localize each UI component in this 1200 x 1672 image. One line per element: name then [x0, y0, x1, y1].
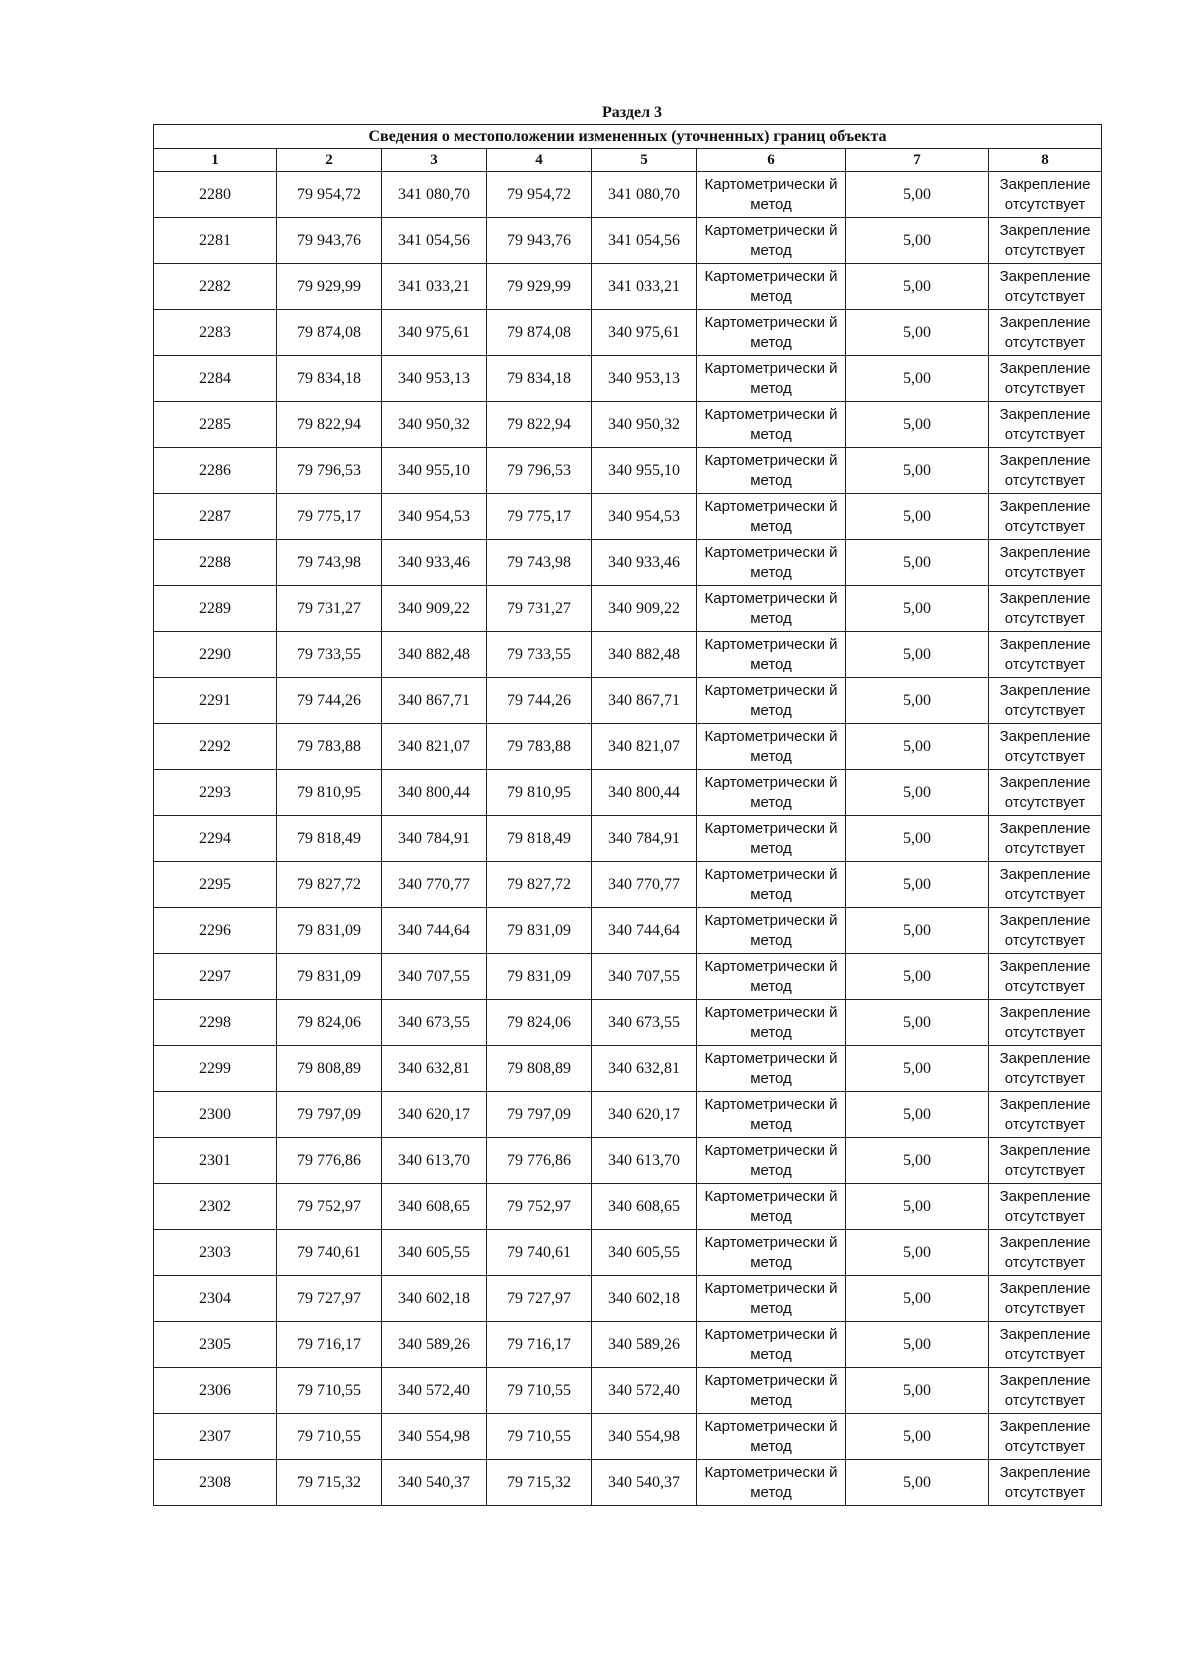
- y-old-cell: 340 589,26: [382, 1322, 487, 1368]
- x-old-cell: 79 710,55: [277, 1368, 382, 1414]
- x-new-cell: 79 874,08: [487, 310, 592, 356]
- table-row: [154, 1368, 1102, 1414]
- method-cell: Картометрически й метод: [697, 586, 846, 632]
- point-number-cell: 2294: [154, 816, 277, 862]
- fixing-cell: Закрепление отсутствует: [989, 540, 1102, 586]
- x-new-cell: 79 727,97: [487, 1276, 592, 1322]
- x-old-cell: 79 715,32: [277, 1460, 382, 1506]
- x-old-cell: 79 834,18: [277, 356, 382, 402]
- y-new-cell: 340 632,81: [592, 1046, 697, 1092]
- y-old-cell: 340 867,71: [382, 678, 487, 724]
- x-new-cell: 79 827,72: [487, 862, 592, 908]
- y-new-cell: 340 955,10: [592, 448, 697, 494]
- column-number: 2: [277, 149, 382, 172]
- table-row: [154, 356, 1102, 402]
- fixing-cell: Закрепление отсутствует: [989, 356, 1102, 402]
- table-row: [154, 1046, 1102, 1092]
- table-row: [154, 908, 1102, 954]
- point-number-cell: 2296: [154, 908, 277, 954]
- x-new-cell: 79 731,27: [487, 586, 592, 632]
- fixing-cell: Закрепление отсутствует: [989, 1322, 1102, 1368]
- point-number-cell: 2300: [154, 1092, 277, 1138]
- y-new-cell: 340 744,64: [592, 908, 697, 954]
- fixing-cell: Закрепление отсутствует: [989, 724, 1102, 770]
- table-row: [154, 310, 1102, 356]
- method-cell: Картометрически й метод: [697, 770, 846, 816]
- x-new-cell: 79 783,88: [487, 724, 592, 770]
- y-new-cell: 340 867,71: [592, 678, 697, 724]
- column-number: 4: [487, 149, 592, 172]
- method-cell: Картометрически й метод: [697, 1046, 846, 1092]
- x-old-cell: 79 808,89: [277, 1046, 382, 1092]
- accuracy-cell: 5,00: [846, 172, 989, 218]
- fixing-cell: Закрепление отсутствует: [989, 172, 1102, 218]
- accuracy-cell: 5,00: [846, 724, 989, 770]
- y-old-cell: 340 953,13: [382, 356, 487, 402]
- y-old-cell: 340 632,81: [382, 1046, 487, 1092]
- y-old-cell: 340 950,32: [382, 402, 487, 448]
- x-new-cell: 79 744,26: [487, 678, 592, 724]
- y-new-cell: 340 770,77: [592, 862, 697, 908]
- method-cell: Картометрически й метод: [697, 1000, 846, 1046]
- x-old-cell: 79 727,97: [277, 1276, 382, 1322]
- table-row: [154, 1230, 1102, 1276]
- x-old-cell: 79 710,55: [277, 1414, 382, 1460]
- y-old-cell: 340 933,46: [382, 540, 487, 586]
- x-new-cell: 79 740,61: [487, 1230, 592, 1276]
- fixing-cell: Закрепление отсутствует: [989, 816, 1102, 862]
- table-row: [154, 678, 1102, 724]
- accuracy-cell: 5,00: [846, 310, 989, 356]
- y-old-cell: 340 608,65: [382, 1184, 487, 1230]
- point-number-cell: 2280: [154, 172, 277, 218]
- y-old-cell: 340 620,17: [382, 1092, 487, 1138]
- point-number-cell: 2284: [154, 356, 277, 402]
- point-number-cell: 2297: [154, 954, 277, 1000]
- fixing-cell: Закрепление отсутствует: [989, 770, 1102, 816]
- y-new-cell: 341 033,21: [592, 264, 697, 310]
- fixing-cell: Закрепление отсутствует: [989, 1184, 1102, 1230]
- x-new-cell: 79 710,55: [487, 1368, 592, 1414]
- table-row: [154, 264, 1102, 310]
- x-old-cell: 79 954,72: [277, 172, 382, 218]
- x-old-cell: 79 929,99: [277, 264, 382, 310]
- accuracy-cell: 5,00: [846, 862, 989, 908]
- x-old-cell: 79 822,94: [277, 402, 382, 448]
- x-old-cell: 79 810,95: [277, 770, 382, 816]
- point-number-cell: 2306: [154, 1368, 277, 1414]
- fixing-cell: Закрепление отсутствует: [989, 1414, 1102, 1460]
- point-number-cell: 2289: [154, 586, 277, 632]
- method-cell: Картометрически й метод: [697, 908, 846, 954]
- table-row: [154, 770, 1102, 816]
- x-new-cell: 79 929,99: [487, 264, 592, 310]
- x-new-cell: 79 824,06: [487, 1000, 592, 1046]
- method-cell: Картометрически й метод: [697, 310, 846, 356]
- table-row: [154, 172, 1102, 218]
- method-cell: Картометрически й метод: [697, 1184, 846, 1230]
- accuracy-cell: 5,00: [846, 632, 989, 678]
- y-new-cell: 340 605,55: [592, 1230, 697, 1276]
- y-old-cell: 340 554,98: [382, 1414, 487, 1460]
- point-number-cell: 2308: [154, 1460, 277, 1506]
- y-old-cell: 340 954,53: [382, 494, 487, 540]
- table-row: [154, 586, 1102, 632]
- x-new-cell: 79 743,98: [487, 540, 592, 586]
- x-old-cell: 79 874,08: [277, 310, 382, 356]
- column-number: 6: [697, 149, 846, 172]
- y-old-cell: 340 605,55: [382, 1230, 487, 1276]
- point-number-cell: 2303: [154, 1230, 277, 1276]
- x-new-cell: 79 954,72: [487, 172, 592, 218]
- fixing-cell: Закрепление отсутствует: [989, 1276, 1102, 1322]
- point-number-cell: 2304: [154, 1276, 277, 1322]
- y-old-cell: 340 882,48: [382, 632, 487, 678]
- x-new-cell: 79 831,09: [487, 954, 592, 1000]
- y-old-cell: 341 080,70: [382, 172, 487, 218]
- fixing-cell: Закрепление отсутствует: [989, 1368, 1102, 1414]
- method-cell: Картометрически й метод: [697, 1092, 846, 1138]
- x-old-cell: 79 731,27: [277, 586, 382, 632]
- y-old-cell: 340 821,07: [382, 724, 487, 770]
- accuracy-cell: 5,00: [846, 678, 989, 724]
- y-new-cell: 340 613,70: [592, 1138, 697, 1184]
- x-old-cell: 79 943,76: [277, 218, 382, 264]
- accuracy-cell: 5,00: [846, 1092, 989, 1138]
- table-caption: Сведения о местоположении измененных (уточненных) границ объекта: [154, 125, 1102, 149]
- point-number-cell: 2286: [154, 448, 277, 494]
- point-number-cell: 2307: [154, 1414, 277, 1460]
- y-new-cell: 341 054,56: [592, 218, 697, 264]
- method-cell: Картометрически й метод: [697, 1368, 846, 1414]
- table-row: [154, 862, 1102, 908]
- point-number-cell: 2285: [154, 402, 277, 448]
- x-new-cell: 79 775,17: [487, 494, 592, 540]
- x-new-cell: 79 810,95: [487, 770, 592, 816]
- y-new-cell: 340 800,44: [592, 770, 697, 816]
- accuracy-cell: 5,00: [846, 1000, 989, 1046]
- method-cell: Картометрически й метод: [697, 1138, 846, 1184]
- y-new-cell: 340 882,48: [592, 632, 697, 678]
- accuracy-cell: 5,00: [846, 954, 989, 1000]
- fixing-cell: Закрепление отсутствует: [989, 678, 1102, 724]
- point-number-cell: 2290: [154, 632, 277, 678]
- x-new-cell: 79 752,97: [487, 1184, 592, 1230]
- x-new-cell: 79 818,49: [487, 816, 592, 862]
- method-cell: Картометрически й метод: [697, 402, 846, 448]
- method-cell: Картометрически й метод: [697, 448, 846, 494]
- method-cell: Картометрически й метод: [697, 494, 846, 540]
- boundary-coordinates-table: [153, 124, 1102, 1506]
- column-number: 3: [382, 149, 487, 172]
- y-old-cell: 340 613,70: [382, 1138, 487, 1184]
- fixing-cell: Закрепление отсутствует: [989, 1138, 1102, 1184]
- x-new-cell: 79 733,55: [487, 632, 592, 678]
- y-old-cell: 341 054,56: [382, 218, 487, 264]
- y-old-cell: 340 955,10: [382, 448, 487, 494]
- method-cell: Картометрически й метод: [697, 724, 846, 770]
- point-number-cell: 2283: [154, 310, 277, 356]
- x-old-cell: 79 740,61: [277, 1230, 382, 1276]
- x-new-cell: 79 710,55: [487, 1414, 592, 1460]
- accuracy-cell: 5,00: [846, 1322, 989, 1368]
- x-old-cell: 79 797,09: [277, 1092, 382, 1138]
- x-old-cell: 79 744,26: [277, 678, 382, 724]
- accuracy-cell: 5,00: [846, 586, 989, 632]
- point-number-cell: 2292: [154, 724, 277, 770]
- y-new-cell: 340 608,65: [592, 1184, 697, 1230]
- point-number-cell: 2298: [154, 1000, 277, 1046]
- fixing-cell: Закрепление отсутствует: [989, 1046, 1102, 1092]
- method-cell: Картометрически й метод: [697, 816, 846, 862]
- table-row: [154, 218, 1102, 264]
- x-old-cell: 79 827,72: [277, 862, 382, 908]
- method-cell: Картометрически й метод: [697, 632, 846, 678]
- y-new-cell: 340 784,91: [592, 816, 697, 862]
- table-row: [154, 1184, 1102, 1230]
- point-number-cell: 2295: [154, 862, 277, 908]
- section-title: Раздел 3: [601, 104, 663, 121]
- y-new-cell: 340 821,07: [592, 724, 697, 770]
- table-body: [154, 172, 1102, 1506]
- method-cell: Картометрически й метод: [697, 1322, 846, 1368]
- accuracy-cell: 5,00: [846, 1046, 989, 1092]
- point-number-cell: 2281: [154, 218, 277, 264]
- method-cell: Картометрически й метод: [697, 678, 846, 724]
- column-number: 5: [592, 149, 697, 172]
- accuracy-cell: 5,00: [846, 264, 989, 310]
- table-row: [154, 1460, 1102, 1506]
- table-row: [154, 448, 1102, 494]
- x-old-cell: 79 743,98: [277, 540, 382, 586]
- column-number: 8: [989, 149, 1102, 172]
- y-new-cell: 340 620,17: [592, 1092, 697, 1138]
- table-row: [154, 816, 1102, 862]
- column-number: 7: [846, 149, 989, 172]
- column-number: 1: [154, 149, 277, 172]
- y-new-cell: 340 953,13: [592, 356, 697, 402]
- y-old-cell: 340 770,77: [382, 862, 487, 908]
- accuracy-cell: 5,00: [846, 770, 989, 816]
- point-number-cell: 2301: [154, 1138, 277, 1184]
- method-cell: Картометрически й метод: [697, 862, 846, 908]
- accuracy-cell: 5,00: [846, 356, 989, 402]
- fixing-cell: Закрепление отсутствует: [989, 954, 1102, 1000]
- y-new-cell: 341 080,70: [592, 172, 697, 218]
- x-new-cell: 79 776,86: [487, 1138, 592, 1184]
- fixing-cell: Закрепление отсутствует: [989, 862, 1102, 908]
- x-old-cell: 79 783,88: [277, 724, 382, 770]
- y-new-cell: 340 540,37: [592, 1460, 697, 1506]
- fixing-cell: Закрепление отсутствует: [989, 1460, 1102, 1506]
- fixing-cell: Закрепление отсутствует: [989, 494, 1102, 540]
- table-row: [154, 632, 1102, 678]
- accuracy-cell: 5,00: [846, 218, 989, 264]
- y-new-cell: 340 589,26: [592, 1322, 697, 1368]
- column-number-row: [154, 149, 1102, 172]
- x-old-cell: 79 818,49: [277, 816, 382, 862]
- y-old-cell: 340 909,22: [382, 586, 487, 632]
- accuracy-cell: 5,00: [846, 540, 989, 586]
- x-old-cell: 79 796,53: [277, 448, 382, 494]
- y-old-cell: 340 602,18: [382, 1276, 487, 1322]
- method-cell: Картометрически й метод: [697, 1414, 846, 1460]
- x-new-cell: 79 831,09: [487, 908, 592, 954]
- table-row: [154, 402, 1102, 448]
- table-row: [154, 954, 1102, 1000]
- x-old-cell: 79 824,06: [277, 1000, 382, 1046]
- table-row: [154, 1092, 1102, 1138]
- point-number-cell: 2299: [154, 1046, 277, 1092]
- x-old-cell: 79 752,97: [277, 1184, 382, 1230]
- y-new-cell: 340 954,53: [592, 494, 697, 540]
- point-number-cell: 2282: [154, 264, 277, 310]
- x-old-cell: 79 775,17: [277, 494, 382, 540]
- method-cell: Картометрически й метод: [697, 172, 846, 218]
- y-old-cell: 340 975,61: [382, 310, 487, 356]
- x-new-cell: 79 822,94: [487, 402, 592, 448]
- x-old-cell: 79 831,09: [277, 954, 382, 1000]
- y-new-cell: 340 673,55: [592, 1000, 697, 1046]
- point-number-cell: 2291: [154, 678, 277, 724]
- y-new-cell: 340 707,55: [592, 954, 697, 1000]
- fixing-cell: Закрепление отсутствует: [989, 310, 1102, 356]
- accuracy-cell: 5,00: [846, 816, 989, 862]
- table-row: [154, 1414, 1102, 1460]
- method-cell: Картометрически й метод: [697, 264, 846, 310]
- accuracy-cell: 5,00: [846, 494, 989, 540]
- table-row: [154, 1322, 1102, 1368]
- accuracy-cell: 5,00: [846, 1138, 989, 1184]
- y-old-cell: 340 707,55: [382, 954, 487, 1000]
- table-row: [154, 1000, 1102, 1046]
- method-cell: Картометрически й метод: [697, 540, 846, 586]
- accuracy-cell: 5,00: [846, 1276, 989, 1322]
- fixing-cell: Закрепление отсутствует: [989, 264, 1102, 310]
- accuracy-cell: 5,00: [846, 402, 989, 448]
- method-cell: Картометрически й метод: [697, 1460, 846, 1506]
- x-new-cell: 79 808,89: [487, 1046, 592, 1092]
- point-number-cell: 2293: [154, 770, 277, 816]
- table-row: [154, 1138, 1102, 1184]
- fixing-cell: Закрепление отсутствует: [989, 1230, 1102, 1276]
- fixing-cell: Закрепление отсутствует: [989, 1092, 1102, 1138]
- x-new-cell: 79 716,17: [487, 1322, 592, 1368]
- accuracy-cell: 5,00: [846, 1368, 989, 1414]
- table-row: [154, 724, 1102, 770]
- accuracy-cell: 5,00: [846, 1230, 989, 1276]
- point-number-cell: 2302: [154, 1184, 277, 1230]
- fixing-cell: Закрепление отсутствует: [989, 402, 1102, 448]
- method-cell: Картометрически й метод: [697, 356, 846, 402]
- point-number-cell: 2305: [154, 1322, 277, 1368]
- x-new-cell: 79 797,09: [487, 1092, 592, 1138]
- caption-row: [154, 125, 1102, 149]
- method-cell: Картометрически й метод: [697, 954, 846, 1000]
- x-new-cell: 79 834,18: [487, 356, 592, 402]
- fixing-cell: Закрепление отсутствует: [989, 1000, 1102, 1046]
- y-new-cell: 340 572,40: [592, 1368, 697, 1414]
- method-cell: Картометрически й метод: [697, 1276, 846, 1322]
- y-old-cell: 340 540,37: [382, 1460, 487, 1506]
- x-new-cell: 79 796,53: [487, 448, 592, 494]
- y-new-cell: 340 554,98: [592, 1414, 697, 1460]
- y-old-cell: 340 800,44: [382, 770, 487, 816]
- y-new-cell: 340 950,32: [592, 402, 697, 448]
- accuracy-cell: 5,00: [846, 1460, 989, 1506]
- method-cell: Картометрически й метод: [697, 218, 846, 264]
- y-old-cell: 340 784,91: [382, 816, 487, 862]
- fixing-cell: Закрепление отсутствует: [989, 586, 1102, 632]
- table-row: [154, 1276, 1102, 1322]
- accuracy-cell: 5,00: [846, 448, 989, 494]
- fixing-cell: Закрепление отсутствует: [989, 218, 1102, 264]
- point-number-cell: 2288: [154, 540, 277, 586]
- accuracy-cell: 5,00: [846, 1414, 989, 1460]
- y-new-cell: 340 602,18: [592, 1276, 697, 1322]
- accuracy-cell: 5,00: [846, 908, 989, 954]
- x-new-cell: 79 943,76: [487, 218, 592, 264]
- x-old-cell: 79 733,55: [277, 632, 382, 678]
- y-old-cell: 340 744,64: [382, 908, 487, 954]
- x-old-cell: 79 716,17: [277, 1322, 382, 1368]
- x-old-cell: 79 776,86: [277, 1138, 382, 1184]
- y-old-cell: 340 673,55: [382, 1000, 487, 1046]
- table-row: [154, 494, 1102, 540]
- fixing-cell: Закрепление отсутствует: [989, 448, 1102, 494]
- y-old-cell: 340 572,40: [382, 1368, 487, 1414]
- method-cell: Картометрически й метод: [697, 1230, 846, 1276]
- y-new-cell: 340 975,61: [592, 310, 697, 356]
- y-new-cell: 340 933,46: [592, 540, 697, 586]
- table-row: [154, 540, 1102, 586]
- accuracy-cell: 5,00: [846, 1184, 989, 1230]
- y-new-cell: 340 909,22: [592, 586, 697, 632]
- x-old-cell: 79 831,09: [277, 908, 382, 954]
- x-new-cell: 79 715,32: [487, 1460, 592, 1506]
- point-number-cell: 2287: [154, 494, 277, 540]
- fixing-cell: Закрепление отсутствует: [989, 632, 1102, 678]
- y-old-cell: 341 033,21: [382, 264, 487, 310]
- fixing-cell: Закрепление отсутствует: [989, 908, 1102, 954]
